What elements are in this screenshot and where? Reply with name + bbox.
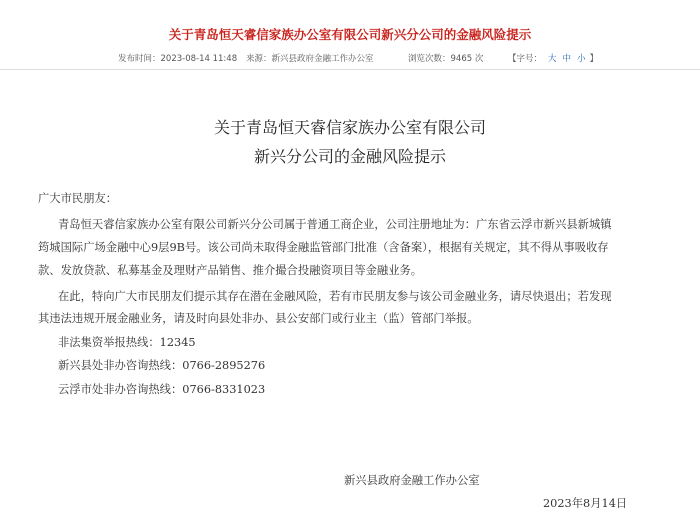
- article-title-line-1: 关于青岛恒天睿信家族办公室有限公司: [213, 118, 486, 137]
- salutation: 广大市民朋友：: [38, 192, 118, 205]
- source: 来源：新兴县政府金融工作办公室: [246, 54, 374, 64]
- font-medium-link[interactable]: 中: [562, 54, 572, 64]
- paragraph-2-line-1: 在此，特向广大市民朋友们提示其存在潜在金融风险，若有市民朋友参与该公司金融业务，请尽快退出；若发现: [58, 290, 612, 303]
- hotline-county: 新兴县处非办咨询热线：0766-2895276: [58, 359, 266, 372]
- meta-bar: [0, 49, 700, 70]
- font-size-close-bracket: 】: [589, 54, 599, 64]
- font-small-link[interactable]: 小: [577, 54, 586, 64]
- signature: 新兴县政府金融工作办公室: [344, 474, 480, 487]
- view-count: 浏览次数：9465 次: [408, 54, 484, 64]
- publish-time: 发布时间：2023-08-14 11:48: [118, 54, 238, 64]
- article-title-line-2: 新兴分公司的金融风险提示: [253, 147, 446, 166]
- paragraph-1-line-1: 青岛恒天睿信家族办公室有限公司新兴分公司属于普通工商企业，公司注册地址为：广东省云浮市新兴县新城镇: [58, 218, 612, 231]
- hotline-city: 云浮市处非办咨询热线：0766-8331023: [58, 383, 266, 396]
- paragraph-2-line-2: 其违法违规开展金融业务，请及时向县处非办、县公安部门或行业主（监）管部门举报。: [38, 312, 479, 325]
- font-large-link[interactable]: 大: [548, 54, 557, 64]
- page-title: 关于青岛恒天睿信家族办公室有限公司新兴分公司的金融风险提示: [168, 27, 532, 42]
- hotline-report: 非法集资举报热线：12345: [58, 336, 196, 349]
- font-size-control: [508, 53, 598, 65]
- font-size-label: 【字号：: [508, 54, 543, 64]
- paragraph-1-line-3: 款、发放贷款、私募基金及理财产品销售、推介撮合投融资项目等金融业务。: [38, 264, 423, 277]
- paragraph-1-line-2: 筠城国际广场金融中心9层9B号。该公司尚未取得金融监管部门批准（含备案），根据有关规定，其不得从事吸收存: [38, 241, 609, 254]
- date: 2023年8月14日: [543, 497, 628, 510]
